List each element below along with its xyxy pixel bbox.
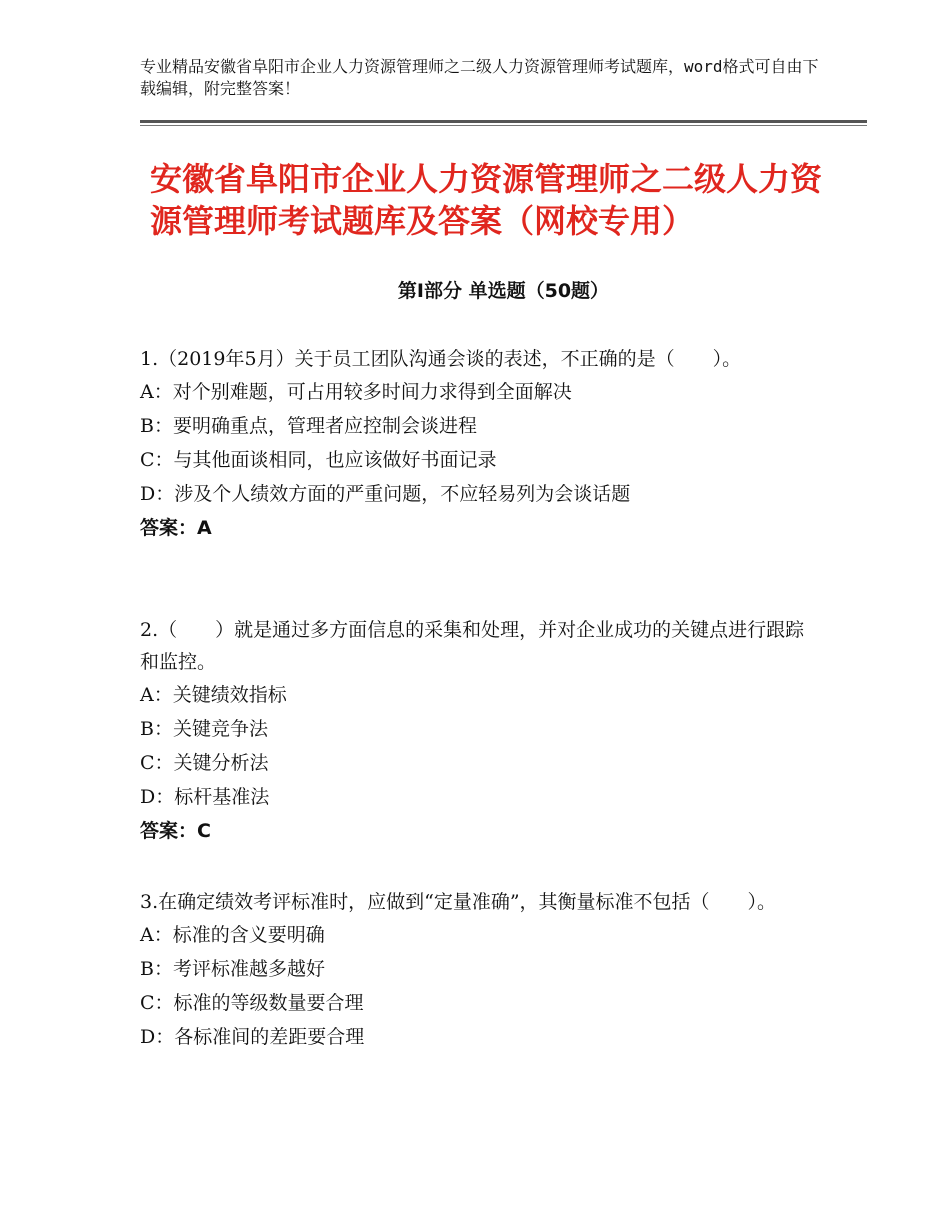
option-c: C：关键分析法 (140, 752, 269, 774)
option-c: C：与其他面谈相同，也应该做好书面记录 (140, 449, 497, 471)
question-3 (140, 886, 820, 1054)
document-title: 安徽省阜阳市企业人力资源管理师之二级人力资源管理师考试题库及答案（网校专用） (150, 160, 823, 240)
question-stem: 3.在确定绩效考评标准时，应做到“定量准确”，其衡量标准不包括（ ）。 (140, 891, 777, 913)
question-2 (140, 614, 820, 848)
question-stem: 1.（2019年5月）关于员工团队沟通会谈的表述，不正确的是（ ）。 (140, 348, 742, 370)
option-a: A：对个别难题，可占用较多时间力求得到全面解决 (140, 381, 572, 403)
answer: 答案：A (140, 517, 212, 539)
option-d: D：涉及个人绩效方面的严重问题，不应轻易列为会谈话题 (140, 483, 631, 505)
option-b: B：考评标准越多越好 (140, 958, 325, 980)
option-d: D：各标准间的差距要合理 (140, 1026, 365, 1048)
question-1 (140, 343, 820, 545)
option-a: A：标准的含义要明确 (140, 924, 325, 946)
option-d: D：标杆基准法 (140, 786, 270, 808)
header-note: 专业精品安徽省阜阳市企业人力资源管理师之二级人力资源管理师考试题库，word格式可自由下载编辑，附完整答案！ (140, 57, 819, 98)
header-divider-thick (140, 120, 867, 123)
option-b: B：要明确重点，管理者应控制会谈进程 (140, 415, 477, 437)
option-c: C：标准的等级数量要合理 (140, 992, 364, 1014)
section-heading: 第Ⅰ部分 单选题（50题） (397, 280, 610, 302)
option-b: B：关键竞争法 (140, 718, 268, 740)
header-divider-thin (140, 125, 867, 126)
option-a: A：关键绩效指标 (140, 684, 287, 706)
answer: 答案：C (140, 820, 211, 842)
question-stem: 2.（ ）就是通过多方面信息的采集和处理，并对企业成功的关键点进行跟踪和监控。 (140, 619, 805, 673)
